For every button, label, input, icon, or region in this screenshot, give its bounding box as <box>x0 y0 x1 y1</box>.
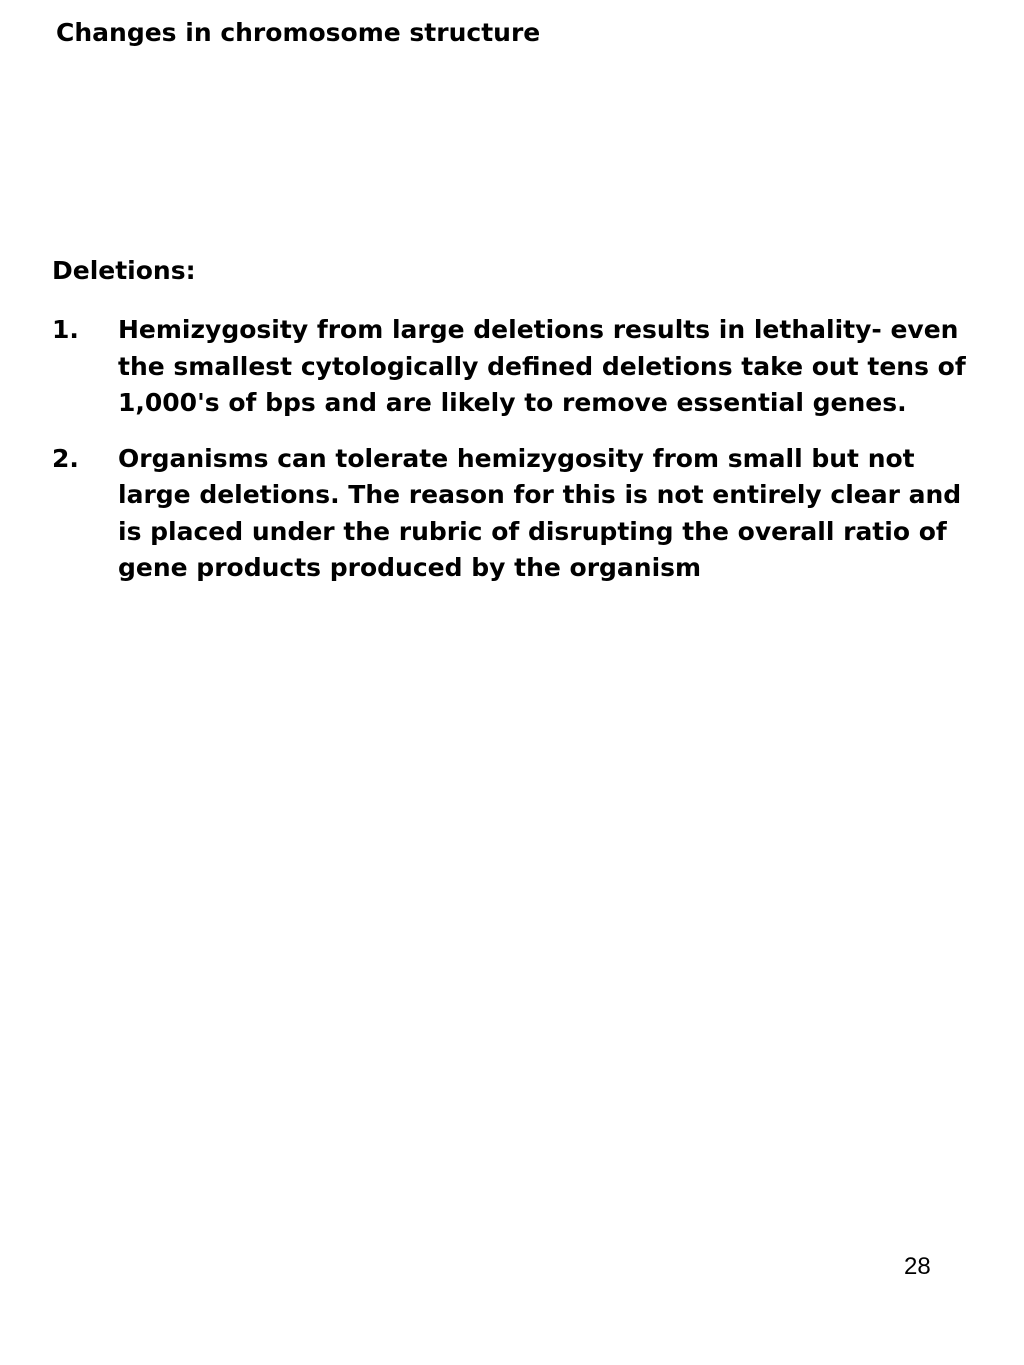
list-item-text: Organisms can tolerate hemizygosity from small but not large deletions. The reason for this is not entirely clear and is placed under the rubric of disrupting the overall ratio of gene products produced by the organism <box>118 443 962 582</box>
list-item-number: 1. <box>52 315 79 344</box>
list-item-text: Hemizygosity from large deletions results in lethality- even the smallest cytologically defined deletions take out tens of 1,000's of bps and are likely to remove essential genes. <box>118 315 966 417</box>
list-item <box>52 441 982 587</box>
deletions-list <box>52 312 982 606</box>
section-heading-deletions: Deletions: <box>52 256 196 285</box>
slide-title: Changes in chromosome structure <box>56 18 541 47</box>
list-item-number: 2. <box>52 443 79 473</box>
list-item <box>52 312 982 422</box>
page-number: 28 <box>904 1253 931 1280</box>
